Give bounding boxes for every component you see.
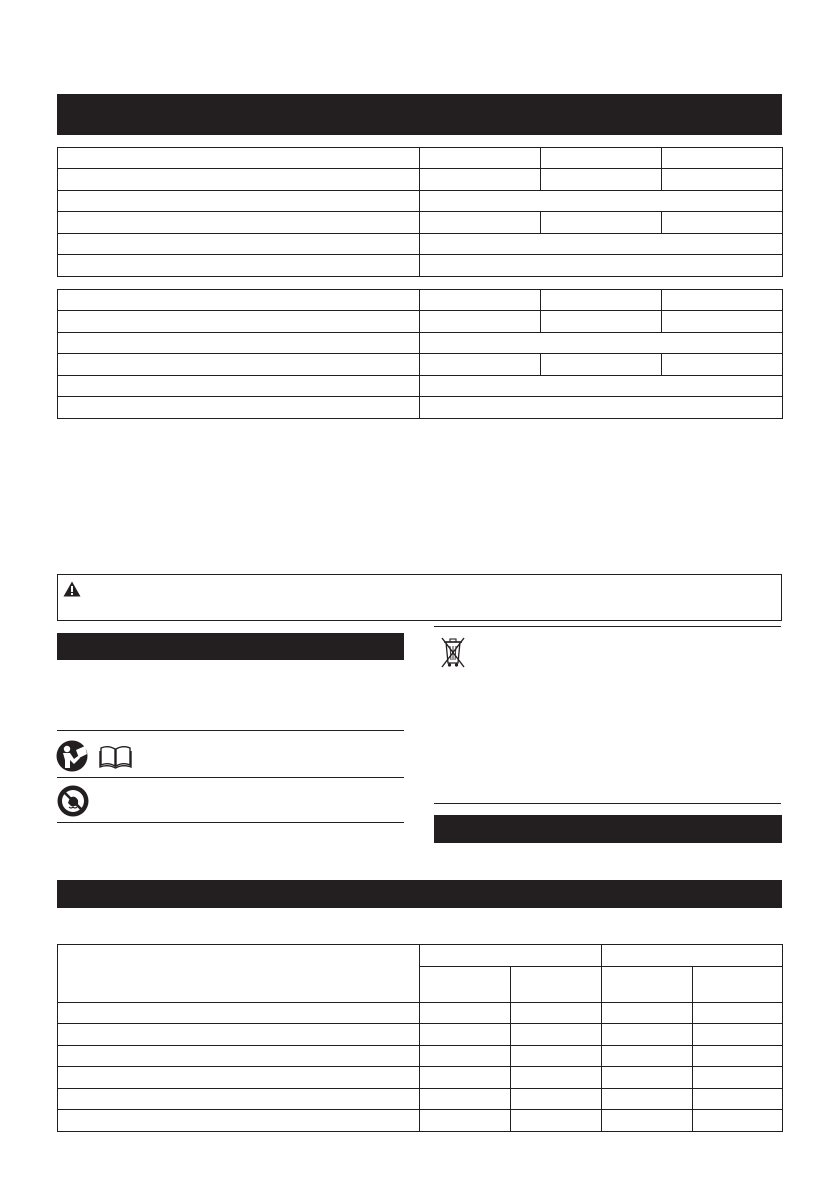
table-row	[58, 212, 783, 234]
warning-box	[57, 574, 782, 621]
symbols-section-header	[57, 633, 404, 660]
bottom-table	[57, 944, 783, 1132]
open-book-icon	[99, 745, 132, 769]
divider	[57, 822, 404, 823]
table-row	[58, 397, 783, 419]
table-row	[58, 1089, 783, 1110]
divider	[434, 626, 781, 627]
table-row	[58, 1067, 783, 1089]
crossed-out-bin-icon	[437, 634, 469, 670]
specifications-table-2	[57, 289, 783, 419]
table-row	[58, 191, 783, 212]
table-row	[58, 234, 783, 255]
table-row	[58, 1046, 783, 1067]
warning-triangle-icon	[63, 581, 81, 597]
table-row	[58, 1003, 783, 1024]
no-water-icon	[57, 785, 89, 817]
divider	[57, 777, 404, 778]
read-manual-icon	[56, 740, 96, 772]
specifications-table-1	[57, 147, 783, 277]
table-row	[58, 354, 783, 376]
right-section-header	[434, 815, 782, 843]
divider	[434, 803, 781, 804]
bottom-section-header	[57, 880, 782, 908]
table-row	[58, 290, 783, 311]
top-section-header	[57, 94, 782, 135]
table-row	[58, 311, 783, 333]
table-row	[58, 1024, 783, 1046]
table-row	[58, 333, 783, 354]
table-row	[58, 169, 783, 191]
table-header-row	[58, 945, 783, 967]
table-row	[58, 148, 783, 169]
table-row	[58, 376, 783, 397]
table-row	[58, 1110, 783, 1132]
table-row	[58, 255, 783, 277]
divider	[57, 730, 404, 731]
